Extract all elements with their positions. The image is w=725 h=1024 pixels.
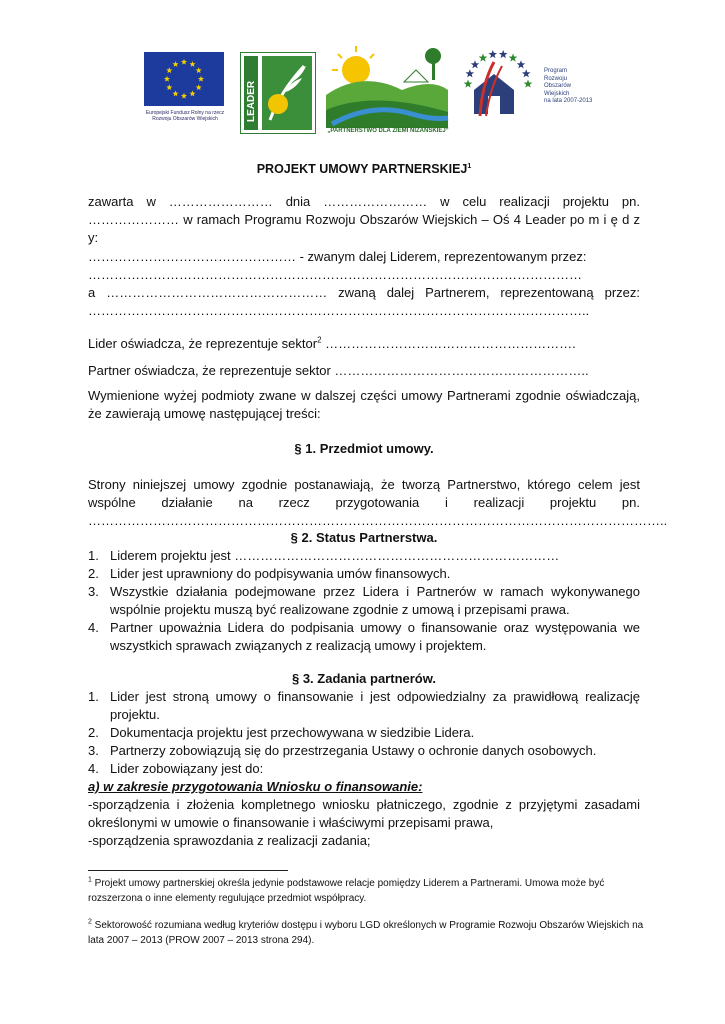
prow-star-icon bbox=[509, 54, 518, 62]
section-heading: § 3. Zadania partnerów. bbox=[291, 671, 436, 686]
section-2 bbox=[88, 529, 640, 655]
lider-line: ………………………………………… - zwanym dalej Liderem, reprezentowanym przez: bbox=[88, 249, 587, 264]
item-text: Lider zobowiązany jest do: bbox=[110, 761, 264, 776]
prow-star-icon bbox=[517, 60, 526, 68]
section-1-heading bbox=[88, 440, 640, 458]
item-number: 3. bbox=[88, 743, 99, 758]
wymienione-block bbox=[88, 387, 640, 423]
section-1-text: Strony niniejszej umowy zgodnie postanawiają, że tworzą Partnerstwo, którego celem jest wspólne działanie na rzecz przygotowania i realizacji projektu pn. bbox=[88, 477, 640, 510]
prow-logo-icon bbox=[458, 44, 540, 126]
item-number: 3. bbox=[88, 584, 99, 599]
footnote-1 bbox=[88, 876, 648, 906]
list-item bbox=[88, 547, 640, 565]
item-text: Liderem projektu jest ………………………………………………………………… bbox=[110, 548, 560, 563]
item-number: 2. bbox=[88, 725, 99, 740]
prow-line: Program bbox=[544, 68, 568, 74]
intro-block bbox=[88, 193, 640, 247]
item-text: Dokumentacja projektu jest przechowywana w siedzibie Lidera. bbox=[110, 725, 475, 740]
prow-star-icon bbox=[524, 80, 533, 88]
lider-rep-line: …………………………………………………………………………………………………… bbox=[88, 267, 582, 282]
lider-sektor bbox=[88, 335, 640, 353]
lider-sektor-dots: …………………………………………………. bbox=[321, 336, 576, 351]
item-number: 4. bbox=[88, 761, 99, 776]
footnote-number: 1 bbox=[88, 876, 92, 884]
item-text: Partnerzy zobowiązują się do przestrzegania Ustawy o ochronie danych osobowych. bbox=[110, 743, 597, 758]
prow-star-icon bbox=[489, 50, 498, 58]
partner-sektor: Partner oświadcza, że reprezentuje sektor ………………………………………………….. bbox=[88, 363, 589, 378]
partnerstwo-niz-logo-icon bbox=[322, 40, 452, 132]
list-item bbox=[88, 583, 640, 619]
prow-star-icon bbox=[471, 60, 480, 68]
section-heading: § 2. Status Partnerstwa. bbox=[290, 530, 438, 545]
title-text: PROJEKT UMOWY PARTNERSKIEJ bbox=[256, 162, 468, 176]
list-item bbox=[88, 565, 640, 583]
intro-paragraph: zawarta w …………………… dnia …………………… w celu realizacji projektu pn. ………………… w ramach Programu Rozwoju Obszarów Wiejskich – Oś 4 Leader po m i ę d z y: bbox=[88, 194, 640, 245]
prow-line: Rozwoju bbox=[544, 75, 568, 82]
list-item bbox=[88, 742, 640, 760]
section-heading: § 1. Przedmiot umowy. bbox=[294, 441, 434, 456]
leader-logo-icon bbox=[240, 52, 316, 134]
item-number: 1. bbox=[88, 548, 99, 563]
prow-line: Wiejskich bbox=[544, 90, 570, 97]
section-3-list bbox=[88, 688, 640, 778]
item-text: Lider jest uprawniony do podpisywania umów finansowych. bbox=[110, 566, 451, 581]
lider-block bbox=[88, 248, 640, 320]
section-3 bbox=[88, 670, 640, 850]
partner-rep-line: …………………………………………………………………………………………………….. bbox=[88, 303, 590, 318]
item-text: Partner upoważnia Lidera do podpisania umowy o finansowanie oraz występowania we wszystkich sprawach związanych z realizacją umowy i projektem. bbox=[110, 620, 640, 653]
footnote-2 bbox=[88, 918, 648, 948]
bullet-item: -sporządzenia i złożenia kompletnego wniosku płatniczego, zgodnie z przyjętymi zasadami określonymi w umowie o finansowanie i właściwymi przepisami prawa, bbox=[88, 797, 640, 830]
sektor-footnote-ref: 2 bbox=[317, 335, 322, 345]
wymienione-paragraph: Wymienione wyżej podmioty zwane w dalszej części umowy Partnerami zgodnie oświadczają, że zawierają umowę następującej treści: bbox=[88, 388, 640, 421]
list-item bbox=[88, 760, 640, 778]
prow-caption bbox=[544, 68, 604, 106]
footnote-text: Projekt umowy partnerskiej określa jedynie podstawowe relacje pomiędzy Liderem a Partnerami. Umowa może być rozszerzona o inne elementy regulujące przedmiot współpracy. bbox=[88, 878, 605, 904]
document-title bbox=[88, 162, 640, 176]
list-item bbox=[88, 619, 640, 655]
title-footnote-ref: 1 bbox=[467, 162, 472, 170]
leader-text: LEADER bbox=[246, 80, 257, 122]
header-logos bbox=[140, 40, 600, 134]
footnote-text: Sektorowość rozumiana według kryteriów dostępu i wyboru LGD określonych w Programie Rozwoju Obszarów Wiejskich na lata 2007 – 2013 (PROW 2007 – 2013 strona 294). bbox=[88, 920, 644, 946]
list-item bbox=[88, 724, 640, 742]
prow-star-icon bbox=[522, 69, 531, 77]
prow-line: na lata 2007-2013 bbox=[544, 98, 593, 104]
item-text: Wszystkie działania podejmowane przez Lidera i Partnerów w ramach wykonywanego wspólnie projektu muszą być realizowane zgodnie z umową i przepisami prawa. bbox=[110, 584, 640, 617]
prow-star-icon bbox=[466, 69, 475, 77]
item-text: Lider jest stroną umowy o finansowanie i jest odpowiedzialny za prawidłową realizację projektu. bbox=[110, 689, 640, 722]
list-item bbox=[88, 688, 640, 724]
partnerstwo-caption: „PARTNERSTWO DLA ZIEMI NIŻAŃSKIEJ” bbox=[327, 128, 449, 134]
partner-line: a …………………………………………… zwaną dalej Partnerem, reprezentowaną przez: bbox=[88, 285, 640, 300]
prow-star-icon bbox=[499, 50, 508, 58]
prow-star-icon bbox=[464, 80, 473, 88]
section-1-body bbox=[88, 476, 668, 530]
item-number: 1. bbox=[88, 689, 99, 704]
item-number: 2. bbox=[88, 566, 99, 581]
item-number: 4. bbox=[88, 620, 99, 635]
prow-line: Obszarów bbox=[544, 83, 572, 89]
section-2-list bbox=[88, 547, 640, 655]
bullet-item: -sporządzenia sprawozdania z realizacji zadania; bbox=[88, 833, 371, 848]
footnote-separator bbox=[88, 870, 288, 871]
eu-flag-icon bbox=[144, 52, 224, 106]
eu-fund-caption: Europejski Fundusz Rolny na rzecz Rozwoju Obszarów Wiejskich bbox=[145, 110, 225, 122]
lider-sektor-text: Lider oświadcza, że reprezentuje sektor bbox=[88, 336, 318, 351]
subsection-a: a) w zakresie przygotowania Wniosku o finansowanie: bbox=[88, 779, 423, 794]
section-1-dots: …………………………………………………………………………………………………………………….. bbox=[88, 513, 668, 528]
prow-star-icon bbox=[479, 54, 488, 62]
footnote-number: 2 bbox=[88, 918, 92, 926]
